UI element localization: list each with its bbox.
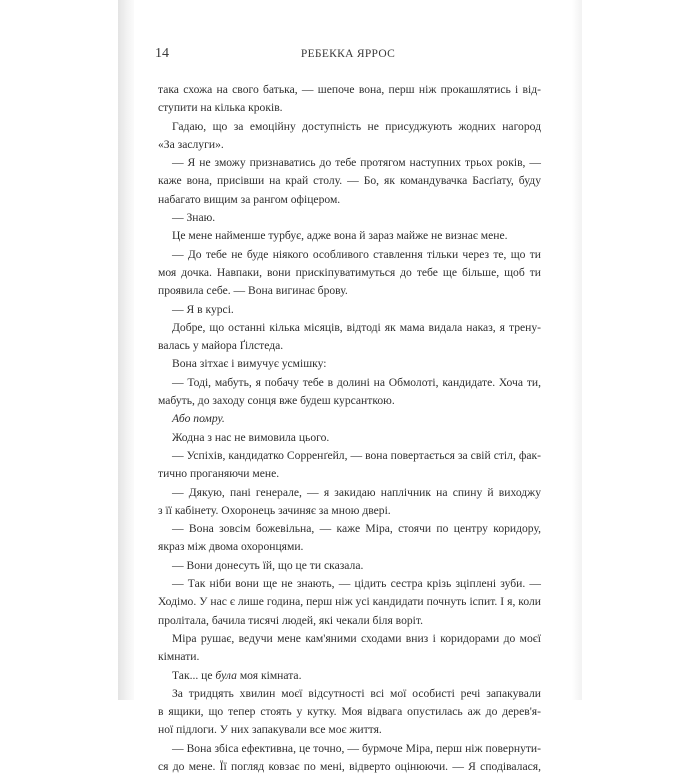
- text-line: проявила себе. — Вона вигинає брову.: [158, 284, 348, 298]
- text-line: набагато вищим за рангом офіцером.: [158, 192, 341, 206]
- text-line: «За заслуги».: [158, 137, 224, 151]
- text-line: з її кабінету. Охоронець зачиняє за мною двері.: [158, 503, 391, 517]
- text-line: в ящики, що тепер стоять у кутку. Моя відвага опустилась аж до дерев'я-: [158, 705, 541, 719]
- text-line: Міра рушає, ведучи мене кам'яними сходами вниз і коридорами до моєї: [172, 631, 541, 645]
- text-line: — Так ніби вони ще не знають, — цідить сестра крізь зціплені зуби. —: [172, 577, 541, 591]
- text-line: — Успіхів, кандидатко Сорренґейл, — вона повертається за свій стіл, фак-: [172, 448, 541, 462]
- text-line: — До тебе не буде ніякого особливого ставлення тільки через те, що ти: [172, 247, 541, 261]
- text-line: — Тоді, мабуть, я побачу тебе в долині на Обмолоті, кандидате. Хоча ти,: [172, 375, 541, 389]
- text-line: — Вони донесуть їй, що це ти сказала.: [172, 558, 364, 572]
- text-line: — Знаю.: [172, 211, 216, 225]
- text-line: валась у майора Ґілстеда.: [158, 339, 284, 353]
- text-line: Вона зітхає і вимучує усмішку:: [172, 357, 327, 371]
- text-line: — Вона зовсім божевільна, — каже Міра, стоячи по центру коридору,: [172, 522, 541, 536]
- text-line: тично проганяючи мене.: [158, 467, 280, 481]
- page-header: [155, 46, 541, 62]
- text-line: — Вона збіса ефективна, це точно, — бурмоче Міра, перш ніж повернути-: [172, 741, 541, 755]
- text-line: Гадаю, що за емоційну доступність не присуджують жодних нагород: [172, 119, 541, 133]
- page-number: 14: [155, 46, 169, 61]
- text-line: кімнати.: [158, 650, 200, 664]
- text-line: — Я в курсі.: [172, 302, 234, 316]
- body-text: [158, 81, 541, 776]
- text-line: Жодна з нас не вимовила цього.: [172, 430, 330, 444]
- text-line: За тридцять хвилин моєї відсутності всі мої особисті речі запакували: [172, 686, 541, 700]
- text-line: Ходімо. У нас є лише година, перш ніж усі кандидати почнуть іспит. І я, коли: [158, 595, 541, 609]
- page-gutter-shadow: [118, 0, 134, 700]
- text-line: Так... це була моя кімната.: [172, 668, 302, 682]
- text-line: моя дочка. Навпаки, вони прискіпуватимуться до тебе ще більше, щоб ти: [158, 265, 541, 279]
- text-line: Добре, що останні кілька місяців, відтоді як мама видала наказ, я трену-: [172, 320, 541, 334]
- text-line: Або помру.: [172, 412, 225, 426]
- text-line: пролітала, бачила тисячі людей, які чекали біля воріт.: [158, 613, 423, 627]
- text-line: — Дякую, пані генерале, — я закидаю наплічник на спину й виходжу: [172, 485, 541, 499]
- text-line: така схожа на свого батька, — шепоче вона, перш ніж прокашлятись і від-: [158, 83, 541, 96]
- text-line: ної підлоги. У них запакували все моє життя.: [158, 723, 382, 737]
- text-line: — Я не зможу признаватись до тебе протягом наступних трьох років, —: [172, 156, 541, 170]
- text-line: каже вона, присівши на край столу. — Бо, як командувачка Басґіату, буду: [158, 174, 541, 188]
- text-line: Це мене найменше турбує, адже вона й зараз майже не визнає мене.: [172, 229, 508, 243]
- text-line: ся до мене. Її погляд ковзає по мені, відверто оцінюючи. — Я сподівалася,: [158, 759, 541, 773]
- text-line: ступити на кілька кроків.: [158, 101, 283, 115]
- running-head-author: РЕБЕККА ЯРРОС: [300, 48, 396, 60]
- text-line: мабуть, до заходу сонця вже будеш курсанткою.: [158, 394, 395, 408]
- page-edge-shadow: [572, 0, 582, 700]
- italic-emphasis: була: [215, 668, 237, 682]
- text-line: якраз між двома охоронцями.: [158, 540, 304, 554]
